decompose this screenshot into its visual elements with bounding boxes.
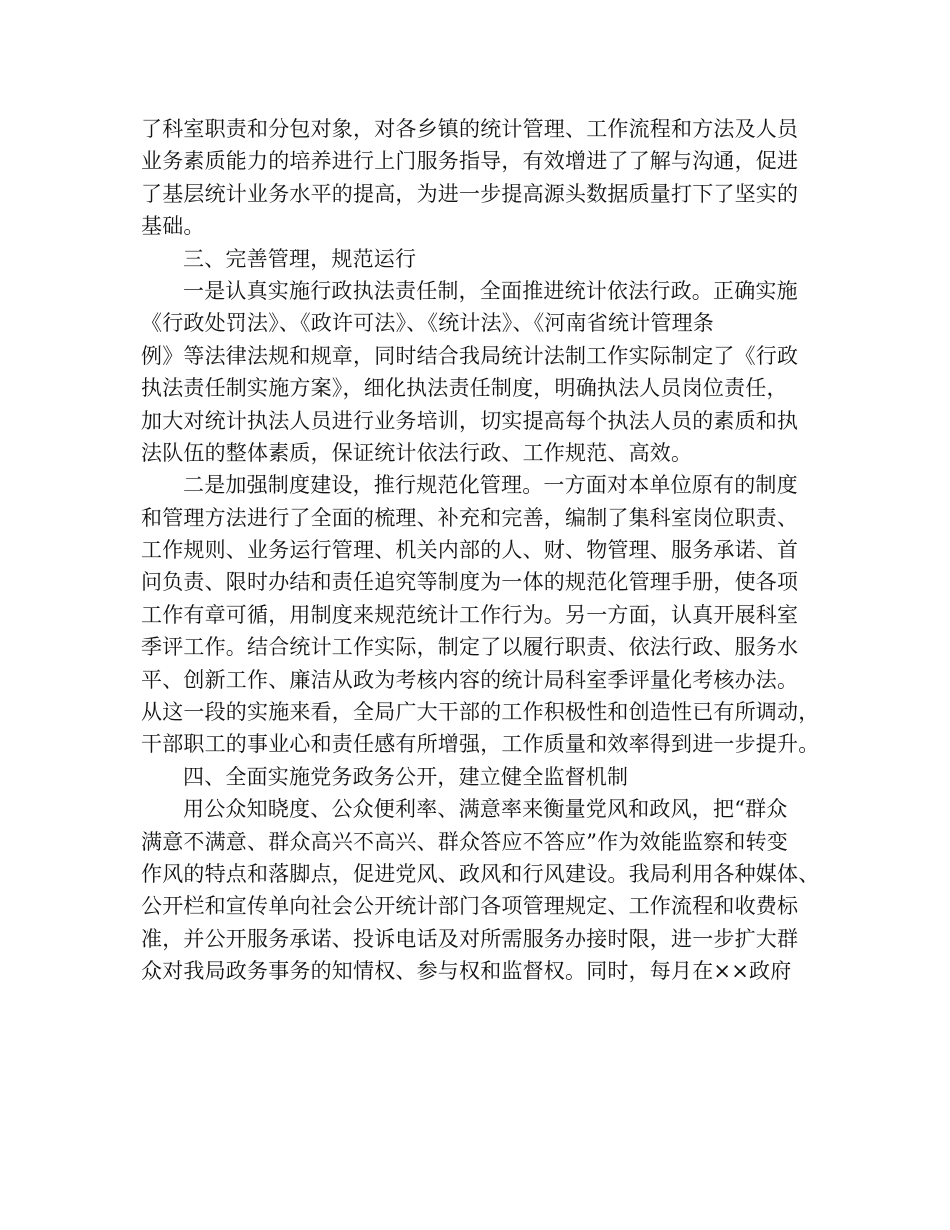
paragraph-first-line: 一是认真实施行政执法责任制，全面推进统计依法行政。正确实施 <box>183 278 798 303</box>
body-text-line: 工作规则、业务运行管理、机关内部的人、财、物管理、服务承诺、首 <box>141 538 799 563</box>
body-text-line: 公开栏和宣传单向社会公开统计部门各项管理规定、工作流程和收费标 <box>141 894 799 919</box>
body-text-line: 了基层统计业务水平的提高，为进一步提高源头数据质量打下了坚实的 <box>141 181 799 206</box>
body-text-line: 干部职工的事业心和责任感有所增强，工作质量和效率得到进一步提升。 <box>141 732 820 757</box>
body-text-line: 准，并公开服务承诺、投诉电话及对所需服务办接时限，进一步扩大群 <box>141 926 799 951</box>
body-text-line: 工作有章可循，用制度来规范统计工作行为。另一方面，认真开展科室 <box>141 602 799 627</box>
body-text-line: 基础。 <box>141 214 205 239</box>
body-text-line: 加大对统计执法人员进行业务培训，切实提高每个执法人员的素质和执 <box>141 408 799 433</box>
body-text-line: 众对我局政务事务的知情权、参与权和监督权。同时，每月在××政府 <box>141 959 792 984</box>
paragraph-first-line: 二是加强制度建设，推行规范化管理。一方面对本单位原有的制度 <box>183 473 798 498</box>
body-text-line: 了科室职责和分包对象，对各乡镇的统计管理、工作流程和方法及人员 <box>141 117 799 141</box>
body-text-line: 季评工作。结合统计工作实际，制定了以履行职责、依法行政、服务水 <box>141 635 799 660</box>
body-text-line: 平、创新工作、廉洁从政为考核内容的统计局科室季评量化考核办法。 <box>141 667 799 692</box>
body-text-line: 问负责、限时办结和责任追究等制度为一体的规范化管理手册，使各项 <box>141 570 799 595</box>
body-text-line: 和管理方法进行了全面的梳理、补充和完善，编制了集科室岗位职责、 <box>141 505 799 530</box>
body-text-line: 例》等法律法规和规章，同时结合我局统计法制工作实际制定了《行政 <box>141 343 799 368</box>
body-text-line: 法队伍的整体素质，保证统计依法行政、工作规范、高效。 <box>141 440 693 465</box>
body-text-line: 从这一段的实施来看，全局广大干部的工作积极性和创造性已有所调动， <box>141 700 820 725</box>
document-body <box>141 113 831 988</box>
paragraph-first-line: 用公众知晓度、公众便利率、满意率来衡量党风和政风，把“群众 <box>183 797 788 822</box>
body-text-line: 作风的特点和落脚点，促进党风、政风和行风建设。我局利用各种媒体、 <box>141 861 820 886</box>
body-text-line: 满意不满意、群众高兴不高兴、群众答应不答应”作为效能监察和转变 <box>141 829 788 854</box>
section-heading-4: 四、全面实施党务政务公开，建立健全监督机制 <box>183 764 629 789</box>
body-text-line: 《行政处罚法》、《政许可法》、《统计法》、《河南省统计管理条 <box>141 311 714 336</box>
body-text-line: 业务素质能力的培养进行上门服务指导，有效增进了了解与沟通，促进 <box>141 149 799 174</box>
body-text-line: 执法责任制实施方案》，细化执法责任制度，明确执法人员岗位责任， <box>141 376 788 401</box>
section-heading-3: 三、完善管理，规范运行 <box>183 246 417 271</box>
